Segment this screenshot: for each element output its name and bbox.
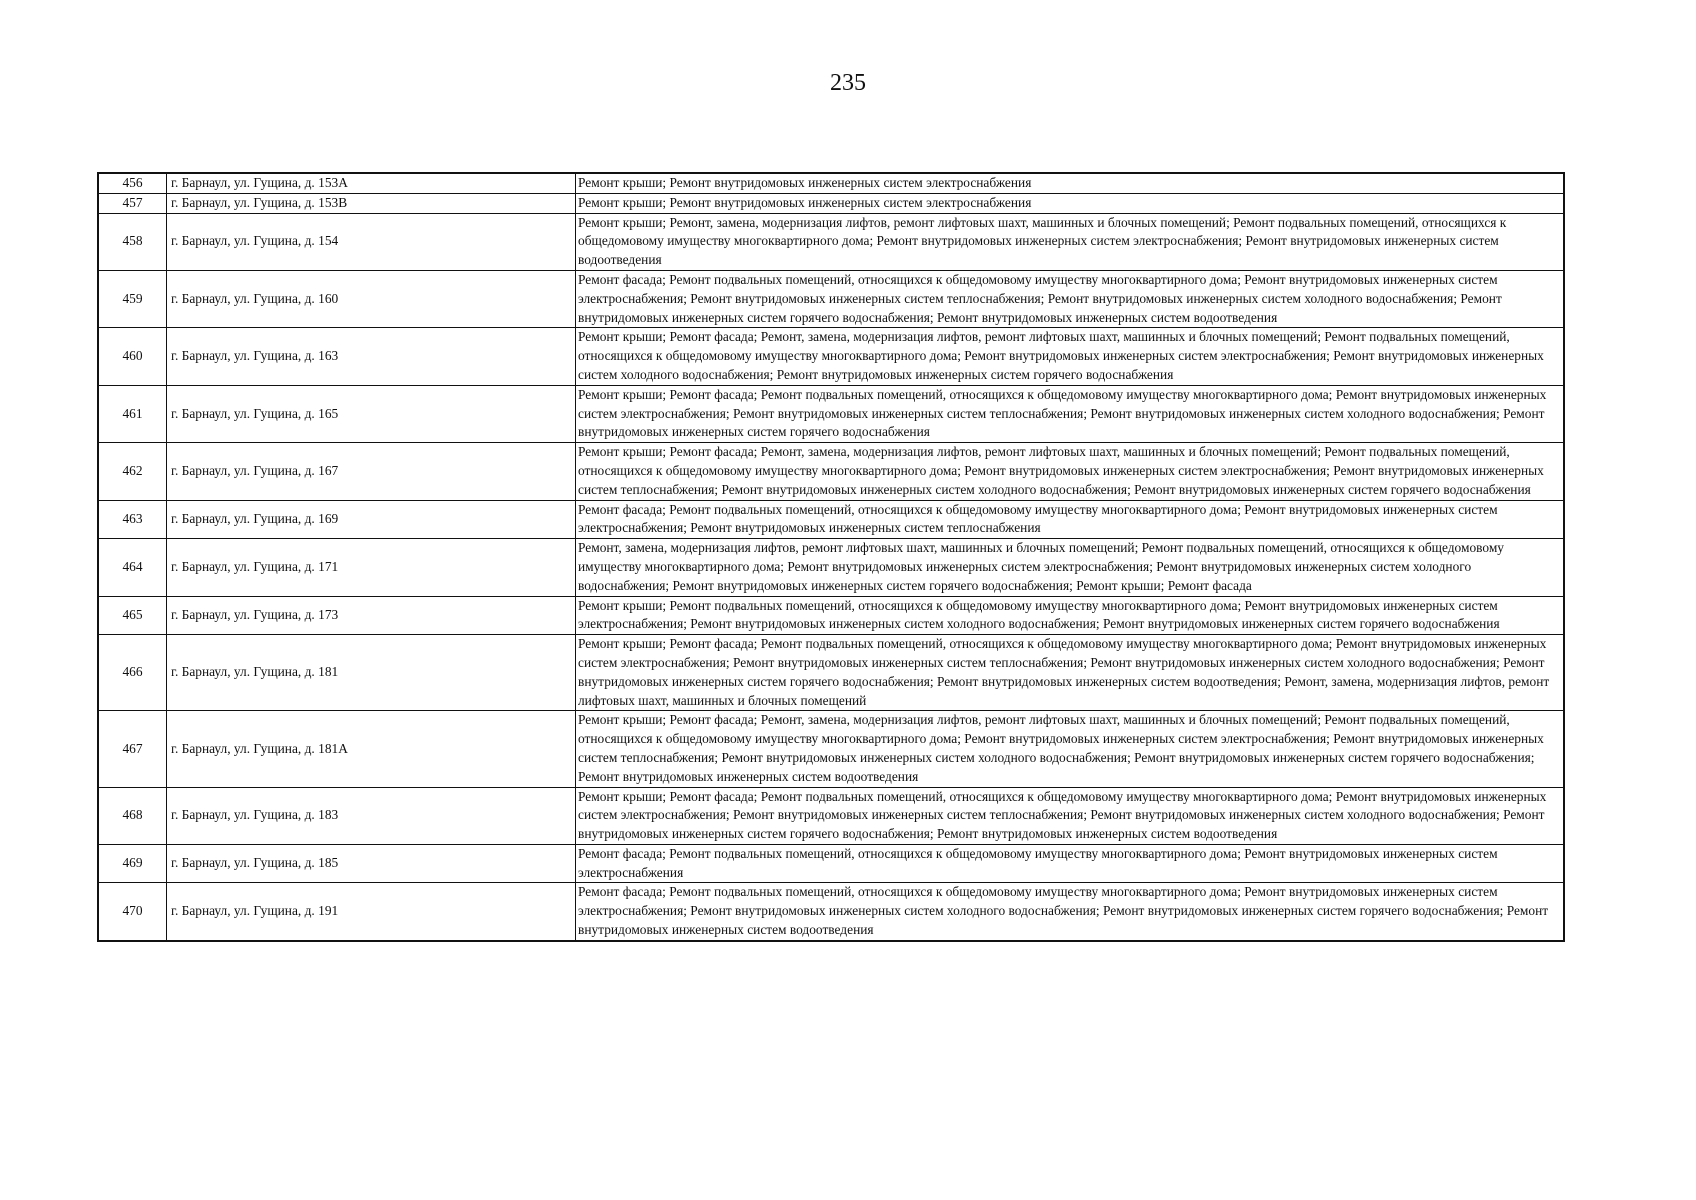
row-works: Ремонт, замена, модернизация лифтов, ремонт лифтовых шахт, машинных и блочных помещений; Ремонт подвальных помещений, относящихся к общедомовому имуществу многоквартирного дома; Ремонт внутридомовых инженерных систем электроснабжения; Ремонт внутридомовых инженерных систем холодного водоснабжения; Ремонт внутридомовых инженерных систем горячего водоснабжения; Ремонт крыши; Ремонт фасада [576, 539, 1565, 596]
row-works: Ремонт фасада; Ремонт подвальных помещений, относящихся к общедомовому имуществу многоквартирного дома; Ремонт внутридомовых инженерных систем электроснабжения; Ремонт внутридомовых инженерных систем холодного водоснабжения; Ремонт внутридомовых инженерных систем горячего водоснабжения; Ремонт внутридомовых инженерных систем водоотведения [576, 883, 1565, 941]
row-works: Ремонт крыши; Ремонт фасада; Ремонт подвальных помещений, относящихся к общедомовому имуществу многоквартирного дома; Ремонт внутридомовых инженерных систем электроснабжения; Ремонт внутридомовых инженерных систем теплоснабжения; Ремонт внутридомовых инженерных систем холодного водоснабжения; Ремонт внутридомовых инженерных систем горячего водоснабжения; Ремонт внутридомовых инженерных систем водоотведения [576, 787, 1565, 844]
row-works: Ремонт крыши; Ремонт фасада; Ремонт подвальных помещений, относящихся к общедомовому имуществу многоквартирного дома; Ремонт внутридомовых инженерных систем электроснабжения; Ремонт внутридомовых инженерных систем теплоснабжения; Ремонт внутридомовых инженерных систем холодного водоснабжения; Ремонт внутридомовых инженерных систем горячего водоснабжения [576, 385, 1565, 442]
row-number: 468 [98, 787, 167, 844]
row-number: 456 [98, 173, 167, 193]
row-works: Ремонт крыши; Ремонт фасада; Ремонт, замена, модернизация лифтов, ремонт лифтовых шахт, машинных и блочных помещений; Ремонт подвальных помещений, относящихся к общедомовому имуществу многоквартирного дома; Ремонт внутридомовых инженерных систем электроснабжения; Ремонт внутридомовых инженерных систем теплоснабжения; Ремонт внутридомовых инженерных систем холодного водоснабжения; Ремонт внутридомовых инженерных систем горячего водоснабжения; Ремонт внутридомовых инженерных систем водоотведения [576, 711, 1565, 787]
row-works: Ремонт фасада; Ремонт подвальных помещений, относящихся к общедомовому имуществу многоквартирного дома; Ремонт внутридомовых инженерных систем электроснабжения; Ремонт внутридомовых инженерных систем теплоснабжения [576, 500, 1565, 539]
table-row [98, 270, 1564, 327]
row-number: 457 [98, 193, 167, 213]
row-number: 461 [98, 385, 167, 442]
table-row [98, 787, 1564, 844]
row-number: 459 [98, 270, 167, 327]
repair-works-table [97, 172, 1565, 942]
row-works: Ремонт крыши; Ремонт, замена, модернизация лифтов, ремонт лифтовых шахт, машинных и блочных помещений; Ремонт подвальных помещений, относящихся к общедомовому имуществу многоквартирного дома; Ремонт внутридомовых инженерных систем электроснабжения; Ремонт внутридомовых инженерных систем водоотведения [576, 213, 1565, 270]
row-number: 465 [98, 596, 167, 635]
row-works: Ремонт крыши; Ремонт фасада; Ремонт, замена, модернизация лифтов, ремонт лифтовых шахт, машинных и блочных помещений; Ремонт подвальных помещений, относящихся к общедомовому имуществу многоквартирного дома; Ремонт внутридомовых инженерных систем электроснабжения; Ремонт внутридомовых инженерных систем холодного водоснабжения; Ремонт внутридомовых инженерных систем горячего водоснабжения [576, 328, 1565, 385]
page-number: 235 [830, 70, 866, 96]
row-number: 458 [98, 213, 167, 270]
row-address: г. Барнаул, ул. Гущина, д. 191 [167, 883, 576, 941]
row-number: 469 [98, 844, 167, 883]
row-address: г. Барнаул, ул. Гущина, д. 167 [167, 443, 576, 500]
row-works: Ремонт крыши; Ремонт фасада; Ремонт подвальных помещений, относящихся к общедомовому имуществу многоквартирного дома; Ремонт внутридомовых инженерных систем электроснабжения; Ремонт внутридомовых инженерных систем теплоснабжения; Ремонт внутридомовых инженерных систем холодного водоснабжения; Ремонт внутридомовых инженерных систем горячего водоснабжения; Ремонт внутридомовых инженерных систем водоотведения; Ремонт, замена, модернизация лифтов, ремонт лифтовых шахт, машинных и блочных помещений [576, 635, 1565, 711]
table-row [98, 883, 1564, 941]
row-address: г. Барнаул, ул. Гущина, д. 181 [167, 635, 576, 711]
table-row [98, 711, 1564, 787]
row-address: г. Барнаул, ул. Гущина, д. 154 [167, 213, 576, 270]
row-number: 470 [98, 883, 167, 941]
table-row [98, 500, 1564, 539]
table-row [98, 844, 1564, 883]
row-address: г. Барнаул, ул. Гущина, д. 171 [167, 539, 576, 596]
row-address: г. Барнаул, ул. Гущина, д. 153В [167, 193, 576, 213]
row-number: 463 [98, 500, 167, 539]
row-address: г. Барнаул, ул. Гущина, д. 185 [167, 844, 576, 883]
row-address: г. Барнаул, ул. Гущина, д. 163 [167, 328, 576, 385]
table-row [98, 385, 1564, 442]
table-row [98, 193, 1564, 213]
row-address: г. Барнаул, ул. Гущина, д. 173 [167, 596, 576, 635]
row-address: г. Барнаул, ул. Гущина, д. 153А [167, 173, 576, 193]
row-address: г. Барнаул, ул. Гущина, д. 169 [167, 500, 576, 539]
row-works: Ремонт крыши; Ремонт фасада; Ремонт, замена, модернизация лифтов, ремонт лифтовых шахт, машинных и блочных помещений; Ремонт подвальных помещений, относящихся к общедомовому имуществу многоквартирного дома; Ремонт внутридомовых инженерных систем электроснабжения; Ремонт внутридомовых инженерных систем теплоснабжения; Ремонт внутридомовых инженерных систем холодного водоснабжения; Ремонт внутридомовых инженерных систем горячего водоснабжения [576, 443, 1565, 500]
row-number: 460 [98, 328, 167, 385]
table-row [98, 539, 1564, 596]
row-works: Ремонт крыши; Ремонт внутридомовых инженерных систем электроснабжения [576, 173, 1565, 193]
table-row [98, 213, 1564, 270]
table-row [98, 328, 1564, 385]
row-number: 464 [98, 539, 167, 596]
table-row [98, 443, 1564, 500]
row-number: 466 [98, 635, 167, 711]
table-row [98, 596, 1564, 635]
row-number: 462 [98, 443, 167, 500]
row-address: г. Барнаул, ул. Гущина, д. 160 [167, 270, 576, 327]
row-works: Ремонт фасада; Ремонт подвальных помещений, относящихся к общедомовому имуществу многоквартирного дома; Ремонт внутридомовых инженерных систем электроснабжения; Ремонт внутридомовых инженерных систем теплоснабжения; Ремонт внутридомовых инженерных систем холодного водоснабжения; Ремонт внутридомовых инженерных систем горячего водоснабжения; Ремонт внутридомовых инженерных систем водоотведения [576, 270, 1565, 327]
row-address: г. Барнаул, ул. Гущина, д. 165 [167, 385, 576, 442]
table-row [98, 635, 1564, 711]
table-row [98, 173, 1564, 193]
row-works: Ремонт крыши; Ремонт внутридомовых инженерных систем электроснабжения [576, 193, 1565, 213]
row-address: г. Барнаул, ул. Гущина, д. 181А [167, 711, 576, 787]
row-address: г. Барнаул, ул. Гущина, д. 183 [167, 787, 576, 844]
row-works: Ремонт крыши; Ремонт подвальных помещений, относящихся к общедомовому имуществу многоквартирного дома; Ремонт внутридомовых инженерных систем электроснабжения; Ремонт внутридомовых инженерных систем холодного водоснабжения; Ремонт внутридомовых инженерных систем горячего водоснабжения [576, 596, 1565, 635]
row-number: 467 [98, 711, 167, 787]
row-works: Ремонт фасада; Ремонт подвальных помещений, относящихся к общедомовому имуществу многоквартирного дома; Ремонт внутридомовых инженерных систем электроснабжения [576, 844, 1565, 883]
